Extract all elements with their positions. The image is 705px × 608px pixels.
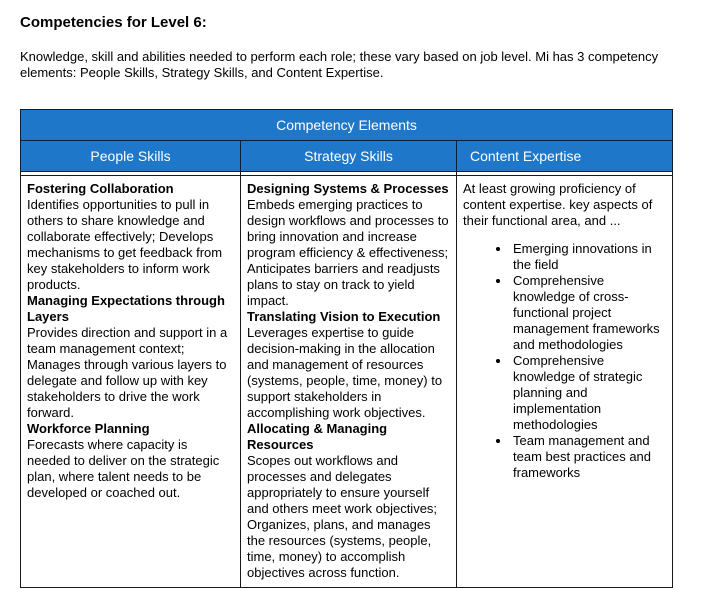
competency-heading: Translating Vision to Execution <box>247 309 441 324</box>
content-expertise-intro: At least growing proficiency of content expertise. key aspects of their functional area, and ... <box>463 181 653 228</box>
list-item: • Team management and team best practices and frameworks <box>511 433 666 481</box>
table-title: Competency Elements <box>21 110 673 141</box>
competency-heading: Workforce Planning <box>27 421 150 436</box>
competency-heading: Managing Expectations through Layers <box>27 293 225 324</box>
competency-description: Provides direction and support in a team management context; Manages through various layers to delegate and follow up with key stakeholders to drive the work forward. <box>27 325 228 420</box>
competency-description: Scopes out workflows and processes and delegates appropriately to ensure yourself and others meet work objectives; Organizes, plans, and manages the resources (systems, people, time, money) to accomplish objectives across function. <box>247 453 438 580</box>
document-heading: Competencies for Level 6: <box>20 14 207 31</box>
column-header-people-skills: People Skills <box>21 141 241 172</box>
competency-description: Identifies opportunities to pull in others to share knowledge and collaborate effectively; Develops mechanisms to get feedback from key stakeholders to inform work products. <box>27 197 223 292</box>
competency-description: Leverages expertise to guide decision-making in the allocation and management of resources (systems, people, time, money) to support stakeholders in accomplishing work objectives. <box>247 325 443 420</box>
content-expertise-cell <box>457 176 673 588</box>
intro-paragraph: Knowledge, skill and abilities needed to perform each role; these vary based on job level. Mi has 3 competency elements: People Skills, Strategy Skills, and Content Expertise. <box>20 49 659 80</box>
competency-description: Forecasts where capacity is needed to deliver on the strategic plan, where talent needs to be developed or coached out. <box>27 437 220 500</box>
people-skills-cell <box>21 176 241 588</box>
competency-table <box>20 109 673 588</box>
competency-heading: Allocating & Managing Resources <box>247 421 388 452</box>
column-header-strategy-skills: Strategy Skills <box>241 141 457 172</box>
competency-heading: Fostering Collaboration <box>27 181 174 196</box>
content-expertise-list <box>463 241 666 481</box>
list-item: • Emerging innovations in the field <box>511 241 666 273</box>
list-item: • Comprehensive knowledge of cross-functional project management frameworks and methodologies <box>511 273 666 353</box>
table-row <box>21 176 673 588</box>
list-item: • Comprehensive knowledge of strategic planning and implementation methodologies <box>511 353 666 433</box>
competency-description: Embeds emerging practices to design workflows and processes to bring innovation and increase program efficiency & effectiveness; Anticipates barriers and readjusts plans to stay on track to yield impact. <box>247 197 449 308</box>
competency-heading: Designing Systems & Processes <box>247 181 449 196</box>
strategy-skills-cell <box>241 176 457 588</box>
column-header-content-expertise: Content Expertise <box>457 141 673 172</box>
